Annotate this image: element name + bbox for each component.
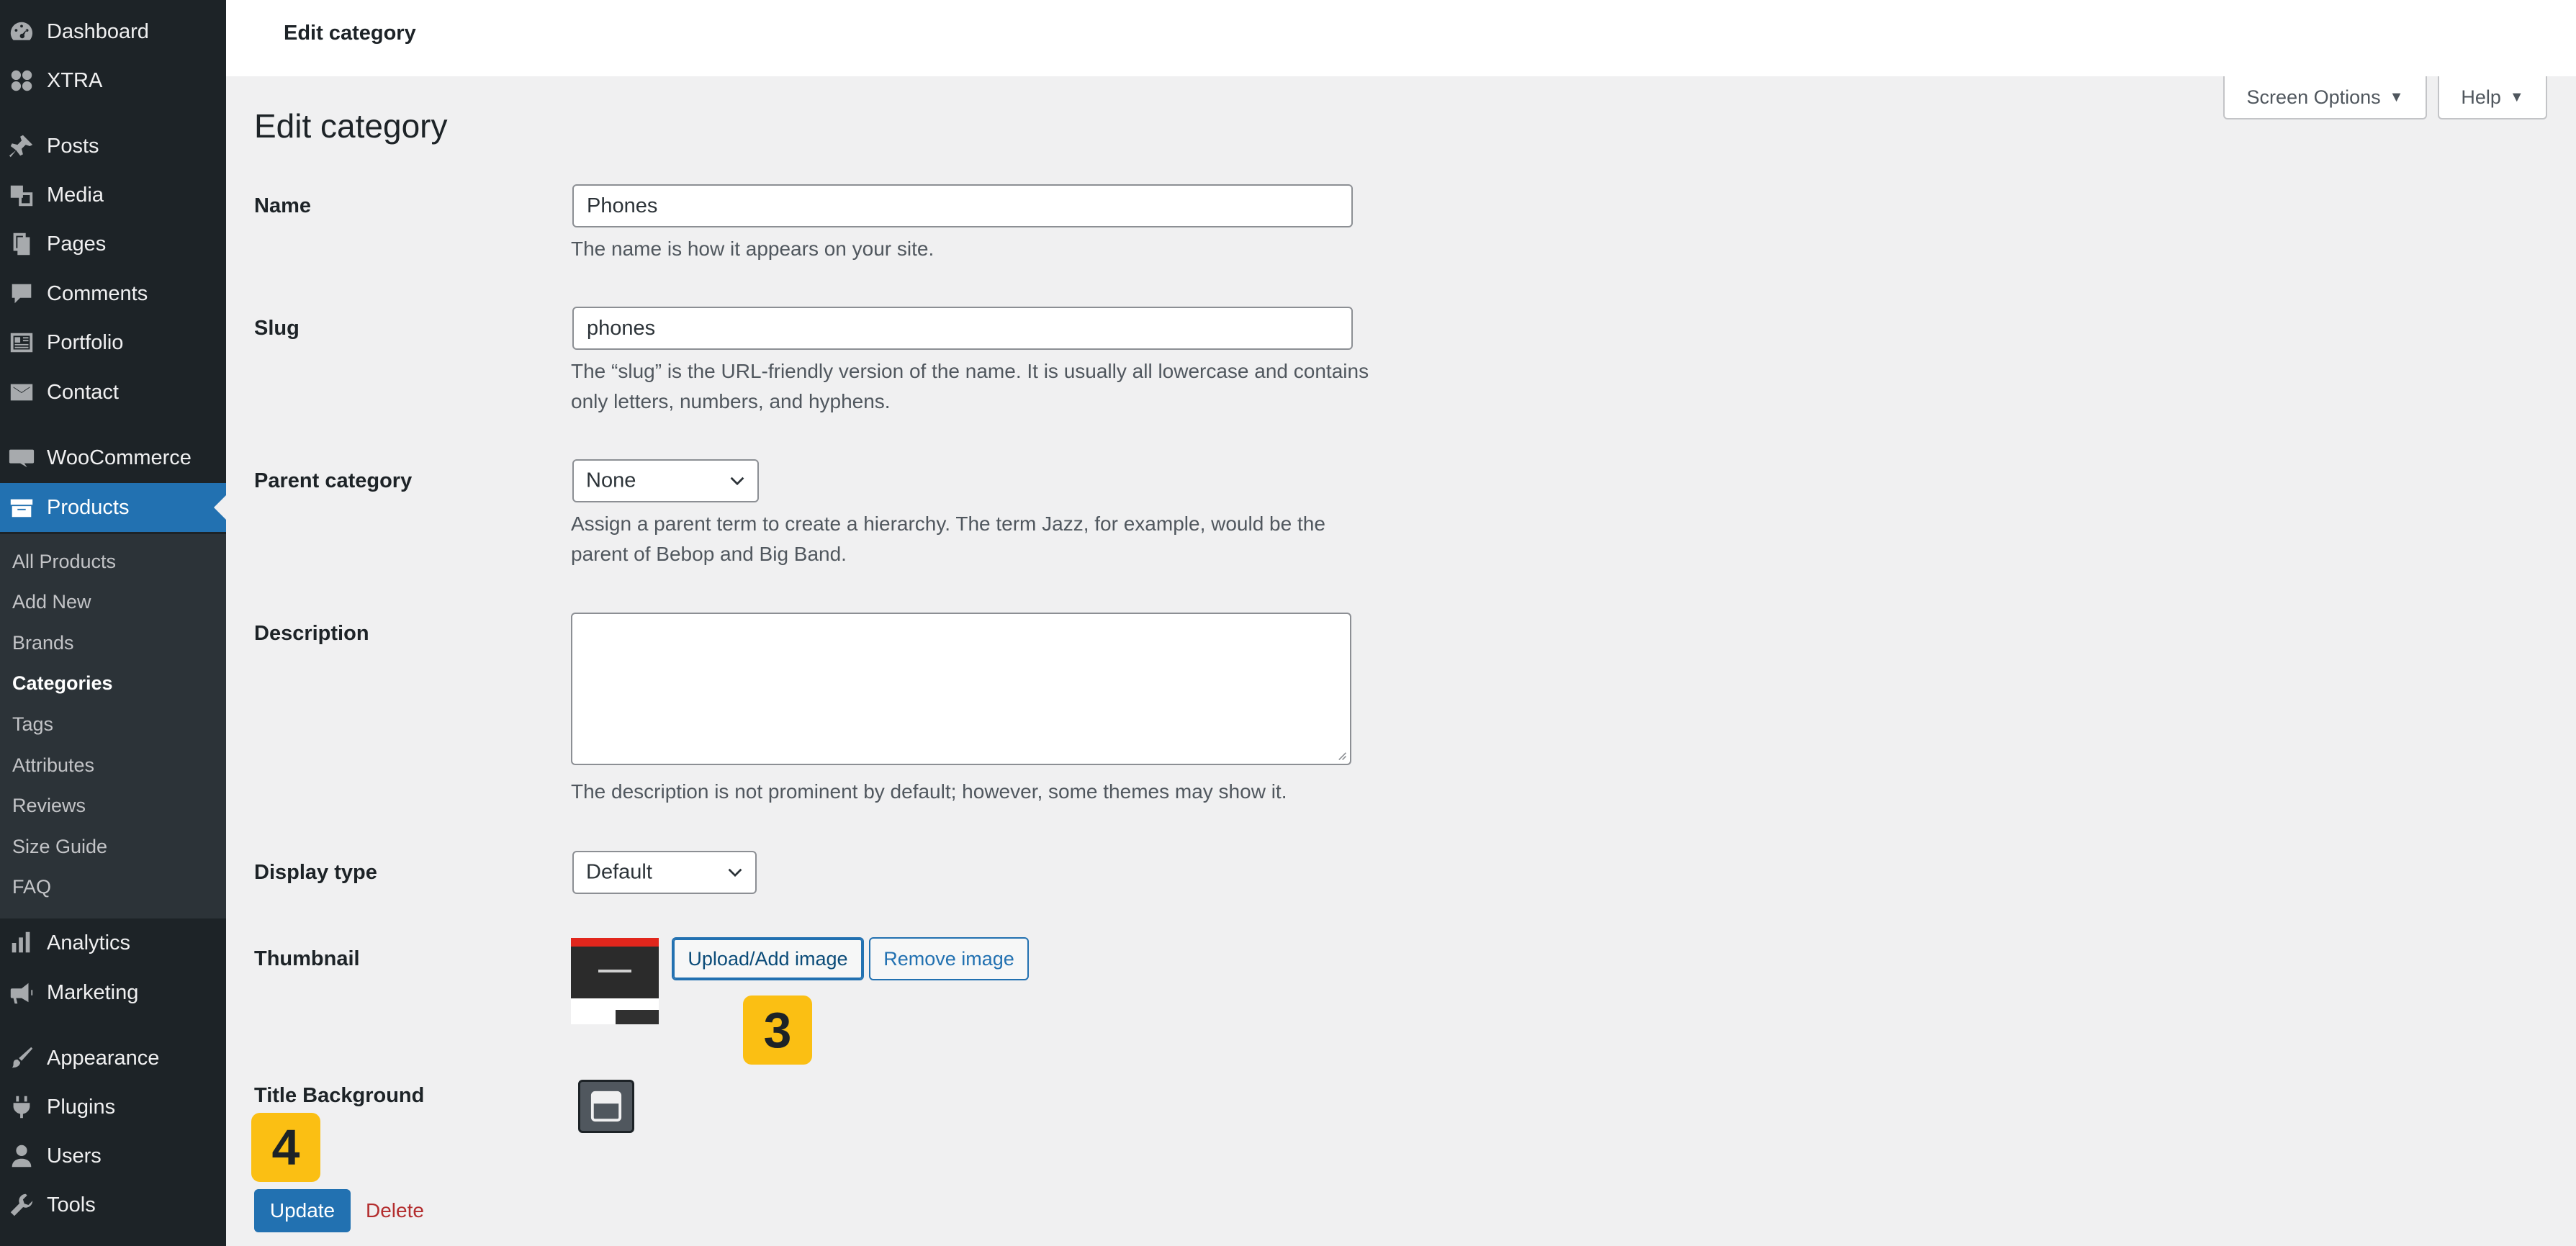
sidebar-item-pages[interactable] <box>0 220 226 268</box>
sidebar-item-label: Posts <box>47 134 99 158</box>
sidebar-item-users[interactable] <box>0 1132 226 1180</box>
woo-icon <box>7 443 36 472</box>
sidebar-item-label: Contact <box>47 380 119 404</box>
sidebar-item-appearance[interactable] <box>0 1034 226 1083</box>
page-title: Edit category <box>254 107 448 145</box>
plugin-icon <box>7 1093 36 1121</box>
archive-icon <box>7 493 36 522</box>
sidebar-item-label: Dashboard <box>47 19 149 43</box>
sidebar-item-plugins[interactable] <box>0 1083 226 1132</box>
products-submenu <box>0 534 226 918</box>
pages-icon <box>7 230 36 258</box>
sidebar-item-label: Marketing <box>47 980 139 1004</box>
slug-label: Slug <box>254 317 300 340</box>
active-menu-arrow <box>214 495 226 520</box>
header-title: Edit category <box>284 22 416 45</box>
description-help: The description is not prominent by default; however, some themes may show it. <box>571 780 1287 803</box>
sidebar-item-media[interactable] <box>0 171 226 220</box>
submenu-item-categories[interactable]: Categories <box>12 672 113 694</box>
sidebar-item-label: Products <box>47 495 130 519</box>
parent-category-value: None <box>586 469 636 492</box>
layout-image-icon <box>590 1090 623 1123</box>
media-icon <box>7 181 36 209</box>
comment-icon <box>7 279 36 308</box>
sidebar-item-products[interactable] <box>0 483 226 532</box>
sidebar-item-posts[interactable] <box>0 122 226 171</box>
sidebar-item-label: WooCommerce <box>47 446 192 469</box>
resize-handle-icon[interactable] <box>1336 749 1347 761</box>
envelope-icon <box>7 378 36 407</box>
top-header <box>226 0 2576 76</box>
submenu-item-add-new[interactable]: Add New <box>12 591 91 613</box>
sidebar-item-label: Media <box>47 183 104 207</box>
megaphone-icon <box>7 978 36 1007</box>
submenu-item-reviews[interactable]: Reviews <box>12 795 86 816</box>
sidebar-item-comments[interactable] <box>0 269 226 318</box>
name-description: The name is how it appears on your site. <box>571 238 935 260</box>
help-button[interactable] <box>2438 76 2547 119</box>
portfolio-icon <box>7 328 36 357</box>
name-field[interactable] <box>572 184 1353 227</box>
display-type-value: Default <box>586 860 652 884</box>
parent-category-description: Assign a parent term to create a hierarchy. The term Jazz, for example, would be the parent of Bebop and Big Band. <box>571 513 1325 565</box>
description-textarea[interactable] <box>571 613 1351 765</box>
sidebar-item-xtra[interactable] <box>0 56 226 105</box>
sidebar-item-marketing[interactable] <box>0 968 226 1017</box>
sidebar-item-label: Plugins <box>47 1095 116 1119</box>
thumbnail-preview <box>571 938 659 1024</box>
user-icon <box>7 1142 36 1170</box>
submenu-item-all-products[interactable]: All Products <box>12 551 117 572</box>
slug-field[interactable] <box>572 307 1353 350</box>
sidebar-item-label: Users <box>47 1144 102 1168</box>
chevron-down-icon <box>725 862 745 882</box>
sidebar-item-portfolio[interactable] <box>0 318 226 367</box>
admin-sidebar <box>0 0 226 1246</box>
name-label: Name <box>254 194 311 217</box>
slug-description: The “slug” is the URL-friendly version of the name. It is usually all lowercase and contains only letters, numbers, and hyphens. <box>571 360 1369 412</box>
submenu-item-size-guide[interactable]: Size Guide <box>12 836 108 857</box>
submenu-item-brands[interactable]: Brands <box>12 632 74 654</box>
screen-options-label: Screen Options <box>2246 86 2381 108</box>
sidebar-item-label: Comments <box>47 281 148 305</box>
display-type-select[interactable] <box>572 851 757 894</box>
submenu-item-faq[interactable]: FAQ <box>12 876 52 898</box>
caret-down-icon: ▼ <box>2389 89 2404 105</box>
sidebar-item-contact[interactable] <box>0 368 226 417</box>
description-label: Description <box>254 622 369 645</box>
update-button[interactable]: Update <box>254 1189 351 1232</box>
remove-image-button[interactable]: Remove image <box>869 937 1029 980</box>
sidebar-item-label: Pages <box>47 232 107 256</box>
sidebar-item-label: Appearance <box>47 1046 160 1070</box>
step-badge-4: 4 <box>251 1113 320 1182</box>
help-label: Help <box>2461 86 2501 108</box>
bar-chart-icon <box>7 929 36 957</box>
sidebar-item-dashboard[interactable] <box>0 7 226 56</box>
sidebar-item-label: Portfolio <box>47 330 124 354</box>
screen-options-button[interactable] <box>2223 76 2427 119</box>
step-badge-3: 3 <box>743 996 812 1065</box>
upload-image-button[interactable]: Upload/Add image <box>672 937 864 980</box>
chevron-down-icon <box>727 471 747 491</box>
pushpin-icon <box>7 132 36 161</box>
sidebar-item-label: XTRA <box>47 68 103 92</box>
submenu-item-tags[interactable]: Tags <box>12 713 54 735</box>
display-type-label: Display type <box>254 861 377 884</box>
submenu-item-attributes[interactable]: Attributes <box>12 754 95 776</box>
caret-down-icon: ▼ <box>2509 89 2524 105</box>
dashboard-icon <box>7 17 36 46</box>
paintbrush-icon <box>7 1044 36 1073</box>
title-background-label: Title Background <box>254 1084 425 1107</box>
parent-category-label: Parent category <box>254 469 413 492</box>
thumbnail-label: Thumbnail <box>254 947 360 970</box>
wrench-icon <box>7 1191 36 1219</box>
delete-link[interactable]: Delete <box>366 1199 424 1222</box>
parent-category-select[interactable] <box>572 459 759 502</box>
xtra-icon <box>7 66 36 95</box>
sidebar-item-label: Tools <box>47 1193 96 1216</box>
sidebar-item-analytics[interactable] <box>0 918 226 967</box>
sidebar-item-woocommerce[interactable] <box>0 433 226 482</box>
sidebar-item-label: Analytics <box>47 931 131 954</box>
sidebar-item-tools[interactable] <box>0 1180 226 1229</box>
title-background-picker[interactable] <box>578 1080 634 1133</box>
